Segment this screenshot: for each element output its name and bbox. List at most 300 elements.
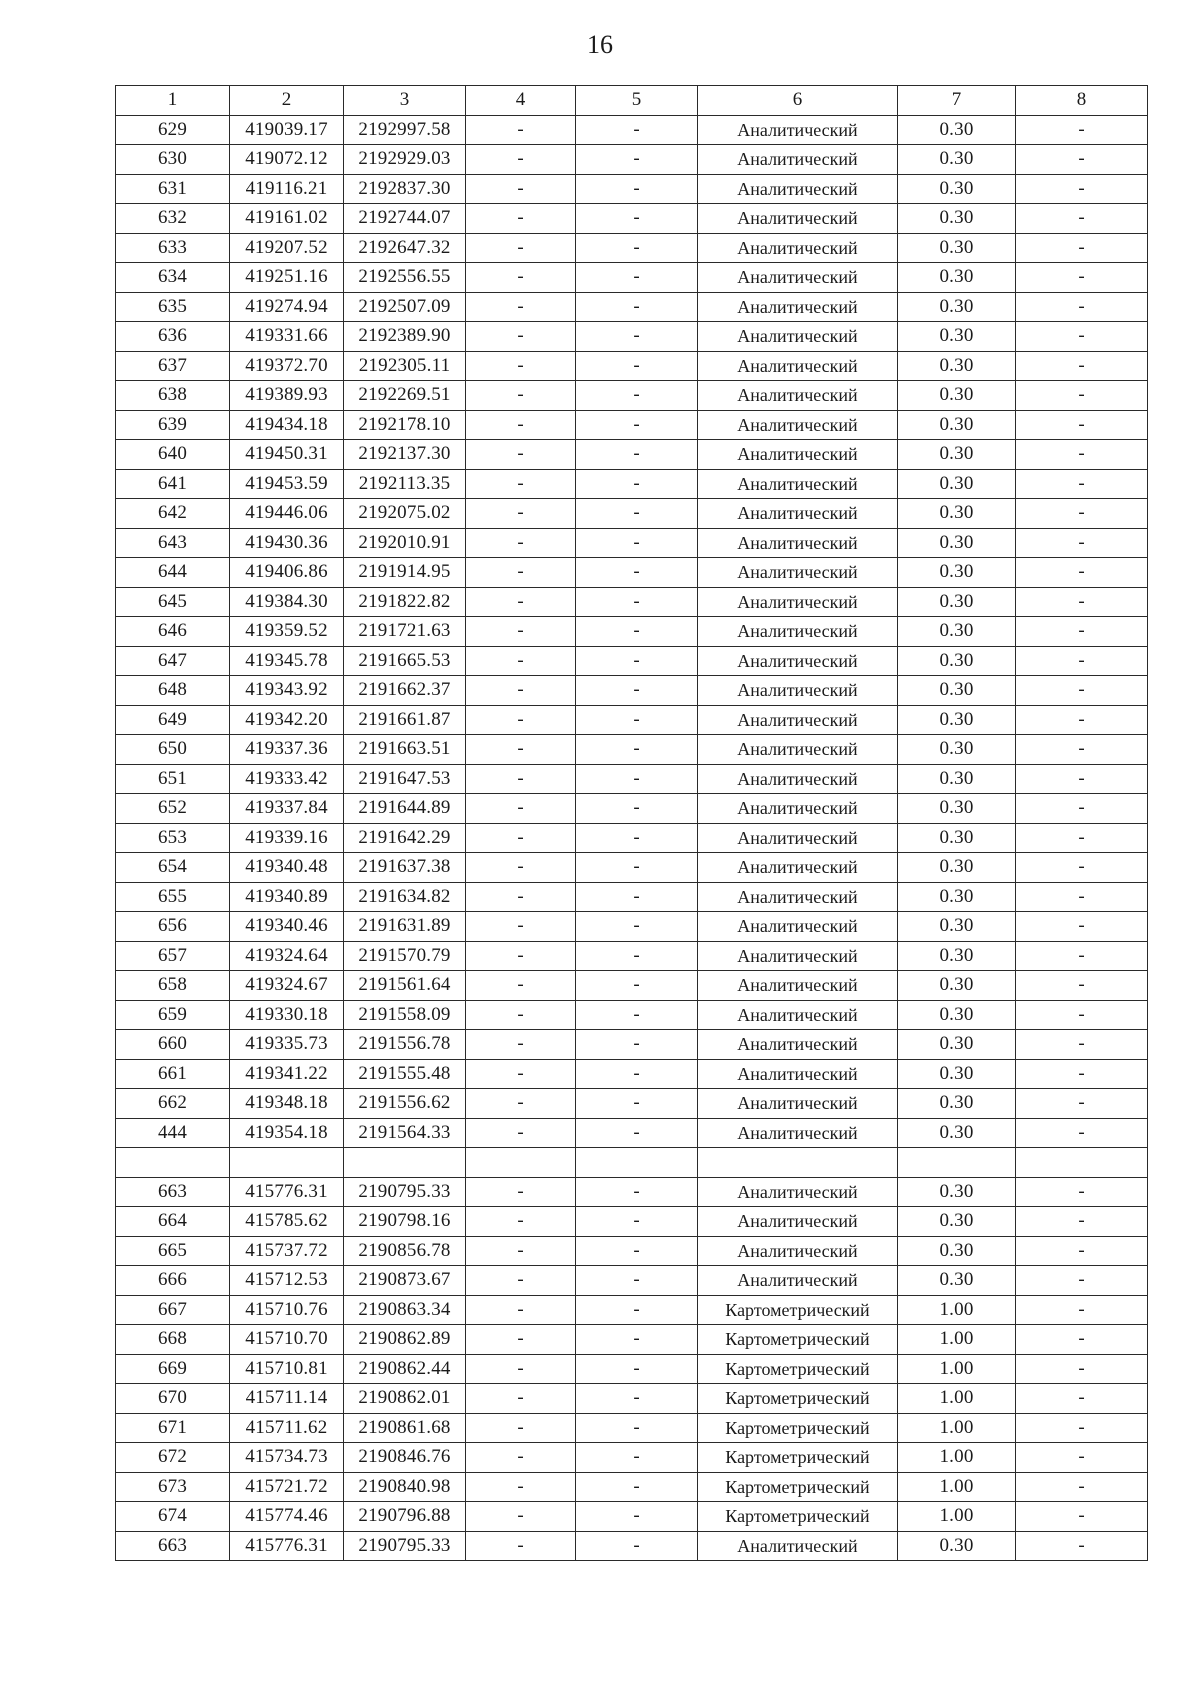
- column-4-cell: -: [466, 1502, 576, 1532]
- table-row: [116, 587, 1148, 617]
- accuracy-cell: 1.00: [898, 1472, 1016, 1502]
- point-number-cell: 654: [116, 853, 230, 883]
- accuracy-cell: 1.00: [898, 1354, 1016, 1384]
- accuracy-cell: 0.30: [898, 115, 1016, 145]
- point-number-cell: 646: [116, 617, 230, 647]
- table-row: [116, 174, 1148, 204]
- column-4-cell: -: [466, 1030, 576, 1060]
- column-8-cell: [1016, 1148, 1148, 1178]
- coordinate-x-cell: 419359.52: [230, 617, 344, 647]
- accuracy-cell: 1.00: [898, 1413, 1016, 1443]
- coordinate-y-cell: 2190862.44: [344, 1354, 466, 1384]
- column-8-cell: -: [1016, 587, 1148, 617]
- point-number-cell: 637: [116, 351, 230, 381]
- method-cell: Аналитический: [698, 351, 898, 381]
- column-4-cell: -: [466, 1207, 576, 1237]
- table-row: [116, 322, 1148, 352]
- coordinate-x-cell: 419039.17: [230, 115, 344, 145]
- table-row: [116, 440, 1148, 470]
- coordinate-x-cell: 415710.81: [230, 1354, 344, 1384]
- column-8-cell: -: [1016, 1502, 1148, 1532]
- method-cell: Аналитический: [698, 233, 898, 263]
- method-cell: Аналитический: [698, 410, 898, 440]
- method-cell: Картометрический: [698, 1472, 898, 1502]
- column-5-cell: -: [576, 1443, 698, 1473]
- coordinate-y-cell: 2191663.51: [344, 735, 466, 765]
- column-5-cell: -: [576, 882, 698, 912]
- coordinate-y-cell: 2192137.30: [344, 440, 466, 470]
- column-5-cell: -: [576, 115, 698, 145]
- column-8-cell: -: [1016, 853, 1148, 883]
- point-number-cell: 669: [116, 1354, 230, 1384]
- accuracy-cell: 0.30: [898, 823, 1016, 853]
- method-cell: Аналитический: [698, 469, 898, 499]
- method-cell: Аналитический: [698, 823, 898, 853]
- coordinate-x-cell: 419116.21: [230, 174, 344, 204]
- point-number-cell: 635: [116, 292, 230, 322]
- method-cell: Аналитический: [698, 794, 898, 824]
- column-5-cell: -: [576, 1325, 698, 1355]
- coordinate-x-cell: 419450.31: [230, 440, 344, 470]
- accuracy-cell: 1.00: [898, 1325, 1016, 1355]
- table-header-row: [116, 86, 1148, 116]
- coordinate-y-cell: 2190863.34: [344, 1295, 466, 1325]
- coordinate-x-cell: 415710.76: [230, 1295, 344, 1325]
- coordinate-x-cell: 419446.06: [230, 499, 344, 529]
- column-4-cell: -: [466, 646, 576, 676]
- coordinate-y-cell: 2191647.53: [344, 764, 466, 794]
- point-number-cell: 632: [116, 204, 230, 234]
- column-8-cell: -: [1016, 1325, 1148, 1355]
- column-5-cell: -: [576, 263, 698, 293]
- method-cell: Аналитический: [698, 735, 898, 765]
- column-8-cell: -: [1016, 204, 1148, 234]
- coordinate-y-cell: 2191665.53: [344, 646, 466, 676]
- column-4-cell: -: [466, 823, 576, 853]
- coordinate-y-cell: 2191721.63: [344, 617, 466, 647]
- column-8-cell: -: [1016, 646, 1148, 676]
- column-4-cell: -: [466, 735, 576, 765]
- column-8-cell: -: [1016, 351, 1148, 381]
- table-row: [116, 1236, 1148, 1266]
- column-4-cell: -: [466, 764, 576, 794]
- column-5-cell: -: [576, 1354, 698, 1384]
- column-4-cell: -: [466, 174, 576, 204]
- point-number-cell: 670: [116, 1384, 230, 1414]
- accuracy-cell: 0.30: [898, 410, 1016, 440]
- table-row: [116, 1030, 1148, 1060]
- table-row: [116, 1502, 1148, 1532]
- method-cell: Аналитический: [698, 292, 898, 322]
- point-number-cell: 444: [116, 1118, 230, 1148]
- column-8-cell: -: [1016, 292, 1148, 322]
- column-8-cell: -: [1016, 1266, 1148, 1296]
- page-number: 16: [587, 30, 613, 59]
- table-row: [116, 1354, 1148, 1384]
- coordinate-y-cell: 2190795.33: [344, 1177, 466, 1207]
- accuracy-cell: 1.00: [898, 1295, 1016, 1325]
- coordinate-x-cell: [230, 1148, 344, 1178]
- table-row: [116, 499, 1148, 529]
- column-5-cell: -: [576, 823, 698, 853]
- method-cell: Аналитический: [698, 646, 898, 676]
- accuracy-cell: 0.30: [898, 912, 1016, 942]
- point-number-cell: 664: [116, 1207, 230, 1237]
- coordinate-x-cell: 419335.73: [230, 1030, 344, 1060]
- table-row: [116, 145, 1148, 175]
- column-8-cell: -: [1016, 381, 1148, 411]
- column-8-cell: -: [1016, 233, 1148, 263]
- column-5-cell: -: [576, 587, 698, 617]
- coordinate-x-cell: 419072.12: [230, 145, 344, 175]
- table-row: [116, 263, 1148, 293]
- point-number-cell: 660: [116, 1030, 230, 1060]
- coordinate-x-cell: 419389.93: [230, 381, 344, 411]
- column-5-cell: -: [576, 1413, 698, 1443]
- header-cell-3: 3: [344, 86, 466, 116]
- point-number-cell: 647: [116, 646, 230, 676]
- column-8-cell: -: [1016, 1000, 1148, 1030]
- coordinate-x-cell: 419345.78: [230, 646, 344, 676]
- coordinate-y-cell: 2191914.95: [344, 558, 466, 588]
- coordinate-x-cell: 419372.70: [230, 351, 344, 381]
- coordinate-y-cell: 2192507.09: [344, 292, 466, 322]
- coordinate-x-cell: 419339.16: [230, 823, 344, 853]
- column-4-cell: -: [466, 1000, 576, 1030]
- table-row: [116, 853, 1148, 883]
- column-5-cell: -: [576, 410, 698, 440]
- coordinate-y-cell: 2192744.07: [344, 204, 466, 234]
- coordinate-y-cell: 2192929.03: [344, 145, 466, 175]
- table-row: [116, 1443, 1148, 1473]
- point-number-cell: 643: [116, 528, 230, 558]
- column-4-cell: -: [466, 1443, 576, 1473]
- point-number-cell: 650: [116, 735, 230, 765]
- method-cell: Аналитический: [698, 115, 898, 145]
- column-8-cell: -: [1016, 882, 1148, 912]
- coordinate-x-cell: 419161.02: [230, 204, 344, 234]
- column-5-cell: -: [576, 1266, 698, 1296]
- coordinate-y-cell: 2192010.91: [344, 528, 466, 558]
- point-number-cell: 673: [116, 1472, 230, 1502]
- column-4-cell: -: [466, 440, 576, 470]
- coordinate-y-cell: 2192075.02: [344, 499, 466, 529]
- coordinate-x-cell: 419251.16: [230, 263, 344, 293]
- accuracy-cell: 0.30: [898, 1236, 1016, 1266]
- table-row: [116, 1472, 1148, 1502]
- accuracy-cell: 0.30: [898, 1531, 1016, 1561]
- column-4-cell: -: [466, 1177, 576, 1207]
- column-4-cell: -: [466, 912, 576, 942]
- coordinate-y-cell: 2190862.89: [344, 1325, 466, 1355]
- table-row: [116, 1295, 1148, 1325]
- table-row: [116, 1000, 1148, 1030]
- point-number-cell: 655: [116, 882, 230, 912]
- column-4-cell: -: [466, 528, 576, 558]
- header-cell-5: 5: [576, 86, 698, 116]
- column-4-cell: -: [466, 1413, 576, 1443]
- accuracy-cell: 0.30: [898, 1059, 1016, 1089]
- coordinate-x-cell: 419430.36: [230, 528, 344, 558]
- accuracy-cell: 0.30: [898, 1266, 1016, 1296]
- point-number-cell: 668: [116, 1325, 230, 1355]
- coordinate-x-cell: 415711.14: [230, 1384, 344, 1414]
- coordinate-y-cell: 2190873.67: [344, 1266, 466, 1296]
- column-4-cell: -: [466, 705, 576, 735]
- method-cell: Аналитический: [698, 1236, 898, 1266]
- column-5-cell: -: [576, 735, 698, 765]
- coordinate-x-cell: 419340.89: [230, 882, 344, 912]
- accuracy-cell: 1.00: [898, 1384, 1016, 1414]
- coordinate-y-cell: 2192997.58: [344, 115, 466, 145]
- coordinate-x-cell: 419354.18: [230, 1118, 344, 1148]
- column-4-cell: -: [466, 499, 576, 529]
- method-cell: Аналитический: [698, 1030, 898, 1060]
- point-number-cell: 658: [116, 971, 230, 1001]
- column-8-cell: -: [1016, 971, 1148, 1001]
- method-cell: Аналитический: [698, 676, 898, 706]
- column-8-cell: -: [1016, 676, 1148, 706]
- method-cell: Картометрический: [698, 1354, 898, 1384]
- coordinate-x-cell: 419330.18: [230, 1000, 344, 1030]
- coordinate-y-cell: 2190846.76: [344, 1443, 466, 1473]
- table-body: [116, 86, 1148, 1561]
- table-row: [116, 676, 1148, 706]
- column-8-cell: -: [1016, 263, 1148, 293]
- coordinate-y-cell: 2190861.68: [344, 1413, 466, 1443]
- column-4-cell: [466, 1148, 576, 1178]
- coordinate-x-cell: 415776.31: [230, 1177, 344, 1207]
- method-cell: Аналитический: [698, 204, 898, 234]
- point-number-cell: 641: [116, 469, 230, 499]
- column-4-cell: -: [466, 676, 576, 706]
- accuracy-cell: 0.30: [898, 381, 1016, 411]
- column-5-cell: -: [576, 1030, 698, 1060]
- table-row: [116, 1325, 1148, 1355]
- column-5-cell: -: [576, 1384, 698, 1414]
- header-cell-2: 2: [230, 86, 344, 116]
- point-number-cell: 662: [116, 1089, 230, 1119]
- accuracy-cell: 0.30: [898, 587, 1016, 617]
- point-number-cell: 672: [116, 1443, 230, 1473]
- column-4-cell: -: [466, 794, 576, 824]
- column-5-cell: -: [576, 1531, 698, 1561]
- header-cell-7: 7: [898, 86, 1016, 116]
- table-row: [116, 1266, 1148, 1296]
- coordinate-y-cell: 2191642.29: [344, 823, 466, 853]
- coordinate-y-cell: 2190856.78: [344, 1236, 466, 1266]
- point-number-cell: 653: [116, 823, 230, 853]
- point-number-cell: 640: [116, 440, 230, 470]
- coordinate-x-cell: 415711.62: [230, 1413, 344, 1443]
- coordinate-x-cell: 419384.30: [230, 587, 344, 617]
- table-row: [116, 882, 1148, 912]
- accuracy-cell: 0.30: [898, 233, 1016, 263]
- method-cell: Аналитический: [698, 1118, 898, 1148]
- method-cell: Аналитический: [698, 1266, 898, 1296]
- coordinate-x-cell: 415721.72: [230, 1472, 344, 1502]
- column-4-cell: -: [466, 263, 576, 293]
- table-row: [116, 735, 1148, 765]
- point-number-cell: 661: [116, 1059, 230, 1089]
- coordinate-y-cell: 2192305.11: [344, 351, 466, 381]
- accuracy-cell: 0.30: [898, 705, 1016, 735]
- coordinate-x-cell: 419331.66: [230, 322, 344, 352]
- method-cell: Аналитический: [698, 853, 898, 883]
- column-5-cell: -: [576, 322, 698, 352]
- coordinate-y-cell: 2191561.64: [344, 971, 466, 1001]
- column-5-cell: -: [576, 528, 698, 558]
- method-cell: Аналитический: [698, 440, 898, 470]
- table-row: [116, 1177, 1148, 1207]
- point-number-cell: 629: [116, 115, 230, 145]
- accuracy-cell: 0.30: [898, 263, 1016, 293]
- method-cell: Картометрический: [698, 1502, 898, 1532]
- coordinate-x-cell: 415710.70: [230, 1325, 344, 1355]
- coordinate-y-cell: 2190798.16: [344, 1207, 466, 1237]
- method-cell: Аналитический: [698, 145, 898, 175]
- method-cell: Аналитический: [698, 528, 898, 558]
- column-4-cell: -: [466, 1295, 576, 1325]
- table-row: [116, 912, 1148, 942]
- point-number-cell: 667: [116, 1295, 230, 1325]
- coordinate-y-cell: 2191634.82: [344, 882, 466, 912]
- accuracy-cell: 0.30: [898, 292, 1016, 322]
- point-number-cell: 639: [116, 410, 230, 440]
- table-row: [116, 351, 1148, 381]
- column-8-cell: -: [1016, 617, 1148, 647]
- method-cell: Картометрический: [698, 1325, 898, 1355]
- column-4-cell: -: [466, 971, 576, 1001]
- column-4-cell: -: [466, 1118, 576, 1148]
- column-4-cell: -: [466, 1354, 576, 1384]
- column-8-cell: -: [1016, 794, 1148, 824]
- point-number-cell: 631: [116, 174, 230, 204]
- column-5-cell: -: [576, 1472, 698, 1502]
- column-8-cell: -: [1016, 115, 1148, 145]
- coordinate-y-cell: 2192647.32: [344, 233, 466, 263]
- accuracy-cell: 1.00: [898, 1502, 1016, 1532]
- column-4-cell: -: [466, 204, 576, 234]
- coordinate-y-cell: 2191556.62: [344, 1089, 466, 1119]
- point-number-cell: 630: [116, 145, 230, 175]
- accuracy-cell: 0.30: [898, 971, 1016, 1001]
- column-5-cell: -: [576, 1502, 698, 1532]
- coordinate-y-cell: 2192113.35: [344, 469, 466, 499]
- accuracy-cell: 0.30: [898, 617, 1016, 647]
- column-8-cell: -: [1016, 912, 1148, 942]
- accuracy-cell: 0.30: [898, 145, 1016, 175]
- coordinate-y-cell: 2190862.01: [344, 1384, 466, 1414]
- accuracy-cell: 0.30: [898, 1118, 1016, 1148]
- column-8-cell: -: [1016, 1443, 1148, 1473]
- coordinate-y-cell: 2191555.48: [344, 1059, 466, 1089]
- coordinate-x-cell: 419342.20: [230, 705, 344, 735]
- point-number-cell: 645: [116, 587, 230, 617]
- column-4-cell: -: [466, 233, 576, 263]
- method-cell: Аналитический: [698, 1089, 898, 1119]
- coordinate-y-cell: 2192178.10: [344, 410, 466, 440]
- method-cell: Аналитический: [698, 912, 898, 942]
- table-row: [116, 1384, 1148, 1414]
- table-row: [116, 204, 1148, 234]
- column-5-cell: -: [576, 676, 698, 706]
- coordinate-x-cell: 419453.59: [230, 469, 344, 499]
- column-4-cell: -: [466, 1472, 576, 1502]
- table-row: [116, 1413, 1148, 1443]
- column-4-cell: -: [466, 587, 576, 617]
- accuracy-cell: 0.30: [898, 853, 1016, 883]
- point-number-cell: 651: [116, 764, 230, 794]
- method-cell: Аналитический: [698, 1207, 898, 1237]
- column-4-cell: -: [466, 322, 576, 352]
- point-number-cell: 671: [116, 1413, 230, 1443]
- coordinate-y-cell: 2192837.30: [344, 174, 466, 204]
- coordinate-x-cell: 419207.52: [230, 233, 344, 263]
- column-4-cell: -: [466, 1059, 576, 1089]
- point-number-cell: 633: [116, 233, 230, 263]
- column-5-cell: -: [576, 971, 698, 1001]
- accuracy-cell: 0.30: [898, 646, 1016, 676]
- method-cell: Аналитический: [698, 558, 898, 588]
- accuracy-cell: 0.30: [898, 735, 1016, 765]
- accuracy-cell: 0.30: [898, 764, 1016, 794]
- column-4-cell: -: [466, 1266, 576, 1296]
- column-5-cell: -: [576, 1295, 698, 1325]
- accuracy-cell: 0.30: [898, 941, 1016, 971]
- method-cell: Аналитический: [698, 381, 898, 411]
- column-5-cell: -: [576, 1000, 698, 1030]
- column-5-cell: -: [576, 469, 698, 499]
- coordinate-x-cell: 419406.86: [230, 558, 344, 588]
- method-cell: Картометрический: [698, 1384, 898, 1414]
- column-5-cell: -: [576, 853, 698, 883]
- table-row: [116, 1089, 1148, 1119]
- table-row: [116, 823, 1148, 853]
- column-8-cell: -: [1016, 469, 1148, 499]
- coordinate-y-cell: [344, 1148, 466, 1178]
- coordinate-x-cell: 419341.22: [230, 1059, 344, 1089]
- coordinate-x-cell: 415712.53: [230, 1266, 344, 1296]
- coordinate-x-cell: 419333.42: [230, 764, 344, 794]
- point-number-cell: 674: [116, 1502, 230, 1532]
- column-4-cell: -: [466, 1325, 576, 1355]
- coordinate-x-cell: 419274.94: [230, 292, 344, 322]
- coordinate-y-cell: 2191556.78: [344, 1030, 466, 1060]
- method-cell: Аналитический: [698, 882, 898, 912]
- coordinate-x-cell: 419340.46: [230, 912, 344, 942]
- coordinate-x-cell: 419324.64: [230, 941, 344, 971]
- method-cell: Аналитический: [698, 1531, 898, 1561]
- method-cell: Картометрический: [698, 1443, 898, 1473]
- accuracy-cell: 0.30: [898, 469, 1016, 499]
- coordinate-y-cell: 2190840.98: [344, 1472, 466, 1502]
- method-cell: Аналитический: [698, 764, 898, 794]
- point-number-cell: 642: [116, 499, 230, 529]
- coordinate-x-cell: 419343.92: [230, 676, 344, 706]
- coordinate-y-cell: 2192389.90: [344, 322, 466, 352]
- coordinate-x-cell: 419340.48: [230, 853, 344, 883]
- column-8-cell: -: [1016, 941, 1148, 971]
- table-row: [116, 1059, 1148, 1089]
- column-8-cell: -: [1016, 764, 1148, 794]
- table-row: [116, 646, 1148, 676]
- column-8-cell: -: [1016, 322, 1148, 352]
- accuracy-cell: [898, 1148, 1016, 1178]
- column-4-cell: -: [466, 882, 576, 912]
- method-cell: Аналитический: [698, 1000, 898, 1030]
- coordinate-x-cell: 415785.62: [230, 1207, 344, 1237]
